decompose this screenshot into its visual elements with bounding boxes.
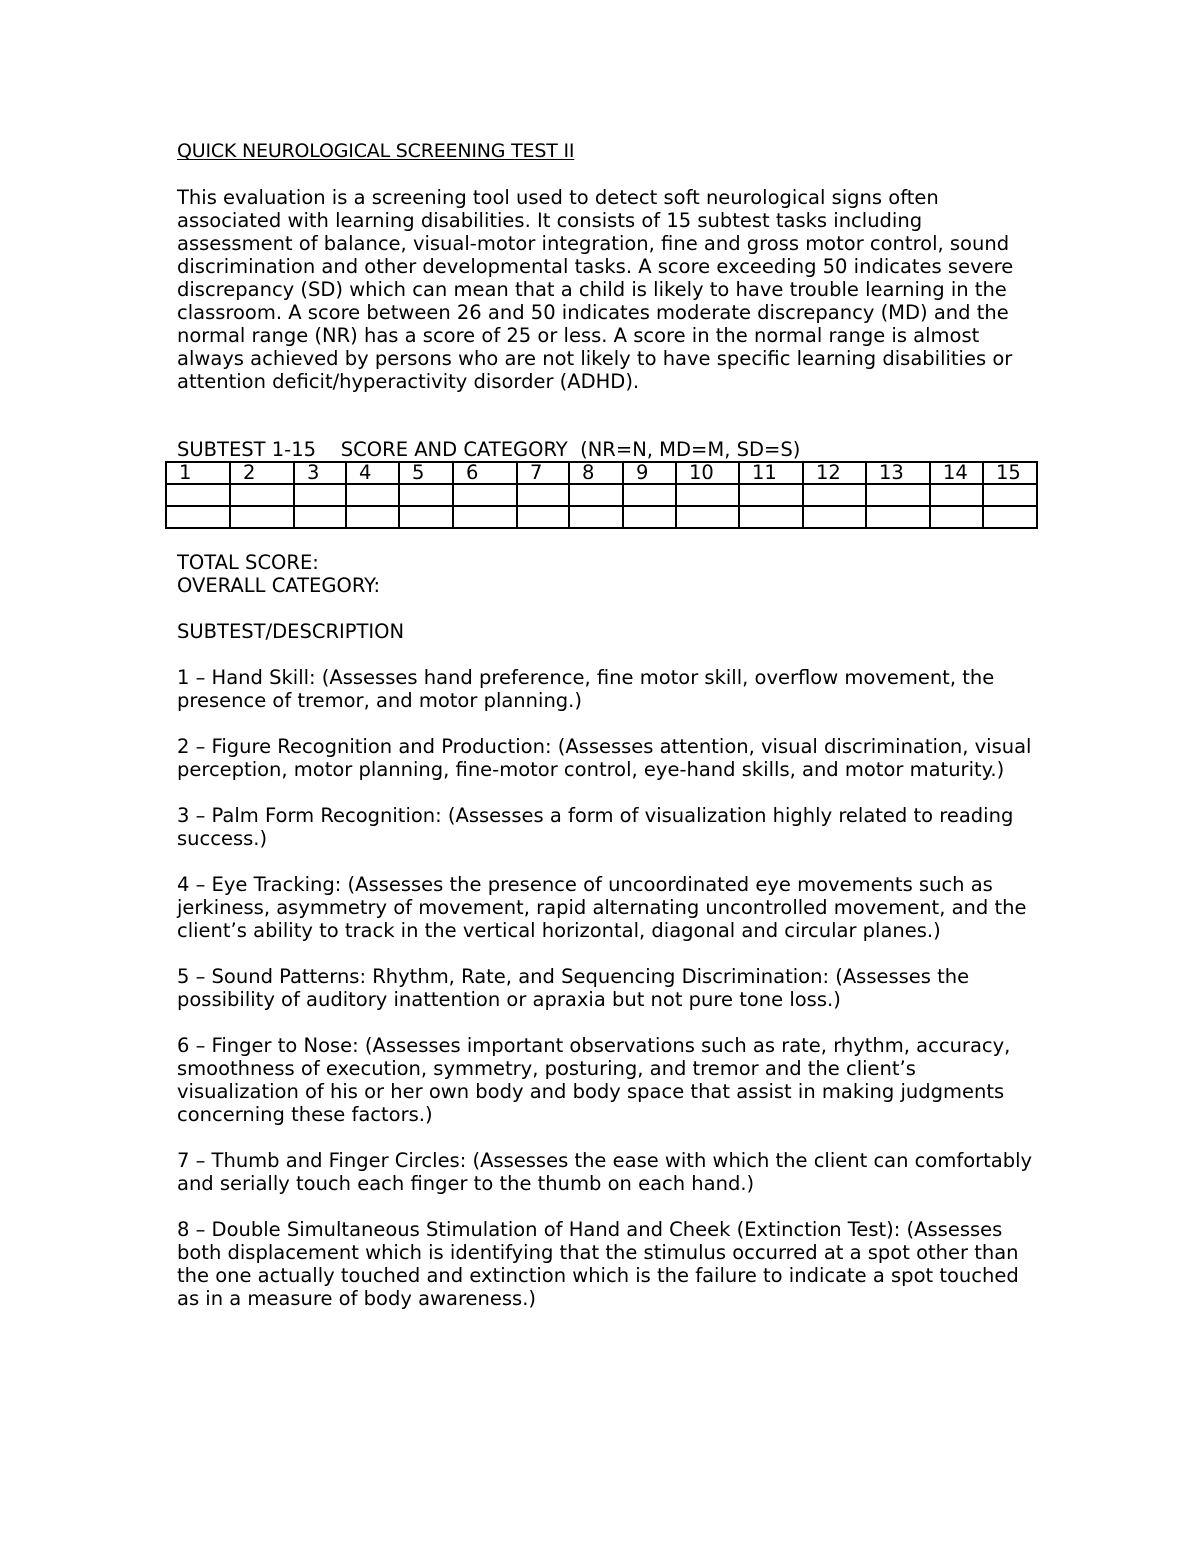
table-header-cell: 6 [453,462,517,484]
score-cell[interactable] [166,484,230,506]
table-header-cell: 5 [399,462,453,484]
score-cell[interactable] [866,484,930,506]
subtest-description-heading: SUBTEST/DESCRIPTION [177,620,405,643]
document-title: QUICK NEUROLOGICAL SCREENING TEST II [177,140,575,162]
category-cell[interactable] [676,506,739,528]
category-cell[interactable] [739,506,803,528]
score-cell[interactable] [739,484,803,506]
score-table-header-row [166,462,1037,484]
subtest-heading-part-d: ) [792,438,801,461]
category-cell[interactable] [230,506,294,528]
score-cell[interactable] [569,484,623,506]
subtest-heading-part-a: SUBTEST 1-15 SCORE AND CATEGORY (NR= [177,438,633,461]
table-header-cell: 3 [294,462,346,484]
score-summary [177,551,1047,597]
overall-category-label: OVERALL CATEGORY: [177,574,381,597]
category-cell[interactable] [294,506,346,528]
category-cell[interactable] [803,506,866,528]
table-header-cell: 1 [166,462,230,484]
subtest-heading-s: S [780,438,793,461]
score-cell[interactable] [294,484,346,506]
subtest-item-4: 4 – Eye Tracking: (Assesses the presence of uncoordinated eye movements such as jerkiness, asymmetry of movement, rapid alternating uncontrolled movement, and the client’s ability to track in the vertical horizontal, diagonal and circular planes.) [177,873,1027,942]
table-header-cell: 8 [569,462,623,484]
score-cell[interactable] [230,484,294,506]
subtest-item-3: 3 – Palm Form Recognition: (Assesses a form of visualization highly related to reading success.) [177,804,1014,850]
score-table [165,461,1038,529]
category-cell[interactable] [453,506,517,528]
score-cell[interactable] [803,484,866,506]
table-header-cell: 10 [676,462,739,484]
table-header-cell: 12 [803,462,866,484]
table-header-cell: 15 [983,462,1037,484]
score-cell[interactable] [676,484,739,506]
score-cell[interactable] [453,484,517,506]
table-header-cell: 11 [739,462,803,484]
category-row [166,506,1037,528]
category-cell[interactable] [623,506,676,528]
score-cell[interactable] [517,484,569,506]
score-cell[interactable] [399,484,453,506]
category-cell[interactable] [517,506,569,528]
subtest-heading-part-b: , MD= [646,438,708,461]
subtest-item-7: 7 – Thumb and Finger Circles: (Assesses the ease with which the client can comfortably and serially touch each finger to the thumb on each hand.) [177,1149,1033,1195]
score-cell[interactable] [930,484,983,506]
total-score-label: TOTAL SCORE: [177,551,319,574]
subtest-item-6: 6 – Finger to Nose: (Assesses important observations such as rate, rhythm, accuracy, smoothness of execution, symmetry, posturing, and tremor and the client’s visualization of his or her own body and body space that assist in making judgments concerning these factors.) [177,1034,1011,1126]
table-header-cell: 7 [517,462,569,484]
table-header-cell: 4 [346,462,399,484]
subtest-item-2: 2 – Figure Recognition and Production: (Assesses attention, visual discrimination, visual perception, motor planning, fine-motor control, eye-hand skills, and motor maturity.) [177,735,1032,781]
category-cell[interactable] [569,506,623,528]
intro-paragraph: This evaluation is a screening tool used to detect soft neurological signs often associated with learning disabilities. It consists of 15 subtest tasks including assessment of balance, visual-motor integration, fine and gross motor control, sound discrimination and other developmental tasks. A score exceeding 50 indicates severe discrepancy (SD) which can mean that a child is likely to have trouble learning in the classroom. A score between 26 and 50 indicates moderate discrepancy (MD) and the normal range (NR) has a score of 25 or less. A score in the normal range is almost always achieved by persons who are not likely to have specific learning disabilities or attention deficit/hyperactivity disorder (ADHD). [177,186,1014,393]
subtest-score-heading [177,438,1047,461]
category-cell[interactable] [346,506,399,528]
document-page [177,140,1047,1333]
subtest-item-1: 1 – Hand Skill: (Assesses hand preference, fine motor skill, overflow movement, the presence of tremor, and motor planning.) [177,666,995,712]
score-cell[interactable] [623,484,676,506]
score-cell[interactable] [983,484,1037,506]
category-cell[interactable] [166,506,230,528]
table-header-cell: 2 [230,462,294,484]
category-cell[interactable] [866,506,930,528]
score-row [166,484,1037,506]
subtest-heading-n: N [632,438,647,461]
table-header-cell: 9 [623,462,676,484]
score-cell[interactable] [346,484,399,506]
subtest-heading-part-c: , SD= [724,438,781,461]
subtest-item-8: 8 – Double Simultaneous Stimulation of Hand and Cheek (Extinction Test): (Assesses both displacement which is identifying that the stimulus occurred at a spot other than the one actually touched and extinction which is the failure to indicate a spot touched as in a measure of body awareness.) [177,1218,1019,1310]
table-header-cell: 14 [930,462,983,484]
category-cell[interactable] [399,506,453,528]
subtest-item-5: 5 – Sound Patterns: Rhythm, Rate, and Sequencing Discrimination: (Assesses the possibility of auditory inattention or apraxia but not pure tone loss.) [177,965,970,1011]
category-cell[interactable] [983,506,1037,528]
table-header-cell: 13 [866,462,930,484]
subtest-heading-m: M [707,438,725,461]
category-cell[interactable] [930,506,983,528]
